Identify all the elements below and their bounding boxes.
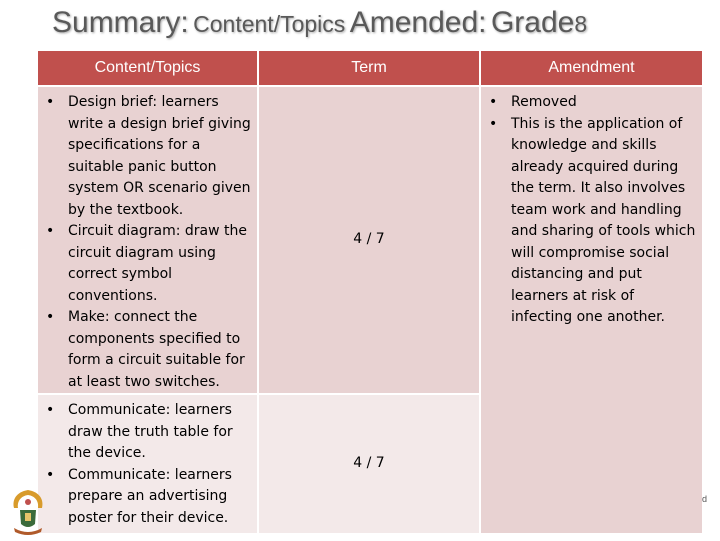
bullet: • [46,402,55,418]
topics-cell [37,394,258,534]
bullet: • [489,115,498,132]
topic-text: Design brief: learners write a design brief giving specifications for a suitable panic button system OR scenario given by the textbook. [68,94,251,218]
bullet: • [489,94,498,110]
topic-text: Circuit diagram: draw the circuit diagram using correct symbol conventions. [68,223,247,304]
summary-table [36,49,704,535]
bullet: • [46,309,55,325]
topics-list [38,395,257,529]
slide-title [52,6,587,40]
topic-text: Communicate: learners prepare an advertising poster for their device. [68,466,232,526]
title-grade-number: 8 [574,11,588,37]
topics-list [38,87,257,393]
amendment-text: Removed [511,94,577,110]
edge-text: d [702,494,708,504]
title-summary: Summary: [52,6,189,39]
title-grade: Grade [490,6,575,39]
amendment-list [481,87,702,329]
topic-text: Communicate: learners draw the truth table for the device. [68,402,233,461]
header-amendment: Amendment [480,50,703,86]
header-content-topics: Content/Topics [37,50,258,86]
list-item [485,92,698,114]
bullet: • [46,466,55,483]
table-row [37,86,703,394]
topics-cell [37,86,258,394]
list-item [485,114,698,329]
title-amended: Amended: [349,6,487,39]
amendment-text: This is the application of knowledge and skills already acquired during the term. It also involves team work and handling and sharing of tools which will compromise social distancing and put learners at risk of infecting one another. [511,115,696,325]
table-header-row [37,50,703,86]
coat-of-arms-icon [8,488,48,536]
term-cell: 4 / 7 [258,394,480,534]
title-content-topics: Content/Topics [193,11,346,37]
bullet: • [46,94,55,110]
topic-text: Make: connect the components specified to form a circuit suitable for at least two switches. [68,309,245,390]
bullet: • [46,223,55,239]
list-item [42,400,253,465]
header-term: Term [258,50,480,86]
coat-of-arms-logo [8,488,48,536]
list-item [42,307,253,393]
list-item [42,92,253,221]
list-item [42,465,253,530]
amendment-cell [480,86,703,534]
list-item [42,221,253,307]
term-cell: 4 / 7 [258,86,480,394]
